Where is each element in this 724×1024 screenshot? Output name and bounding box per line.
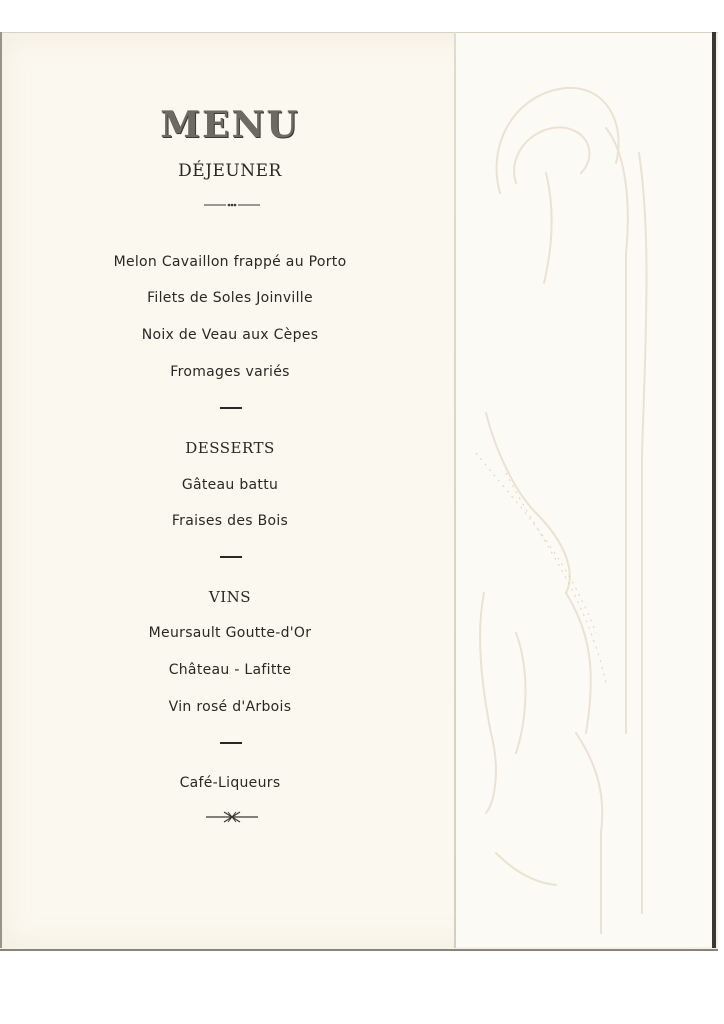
closing-flourish-ornament xyxy=(206,810,258,824)
desserts-heading: DESSERTS xyxy=(185,439,275,457)
wines-heading: VINS xyxy=(208,588,252,606)
dessert-item: Fraises des Bois xyxy=(171,513,289,529)
menu-title: MENU xyxy=(160,104,300,146)
card-right-edge xyxy=(712,32,716,948)
wine-item: Meursault Goutte-d'Or xyxy=(148,625,312,641)
meal-subtitle: DÉJEUNER xyxy=(178,161,282,181)
course-item: Noix de Veau aux Cèpes xyxy=(141,327,319,343)
course-item: Melon Cavaillon frappé au Porto xyxy=(113,254,347,270)
wine-item: Château - Lafitte xyxy=(168,662,292,678)
section-divider xyxy=(220,407,242,409)
small-divider-ornament xyxy=(204,200,260,210)
course-item: Filets de Soles Joinville xyxy=(147,290,313,306)
section-divider xyxy=(220,556,242,558)
closing-item: Café-Liqueurs xyxy=(179,775,281,791)
dessert-item: Gâteau battu xyxy=(181,477,279,493)
embossed-cover-panel xyxy=(456,33,712,947)
course-item: Fromages variés xyxy=(170,364,290,380)
section-divider xyxy=(220,742,242,744)
wine-item: Vin rosé d'Arbois xyxy=(168,699,292,715)
embossed-floral-decoration xyxy=(456,33,712,947)
